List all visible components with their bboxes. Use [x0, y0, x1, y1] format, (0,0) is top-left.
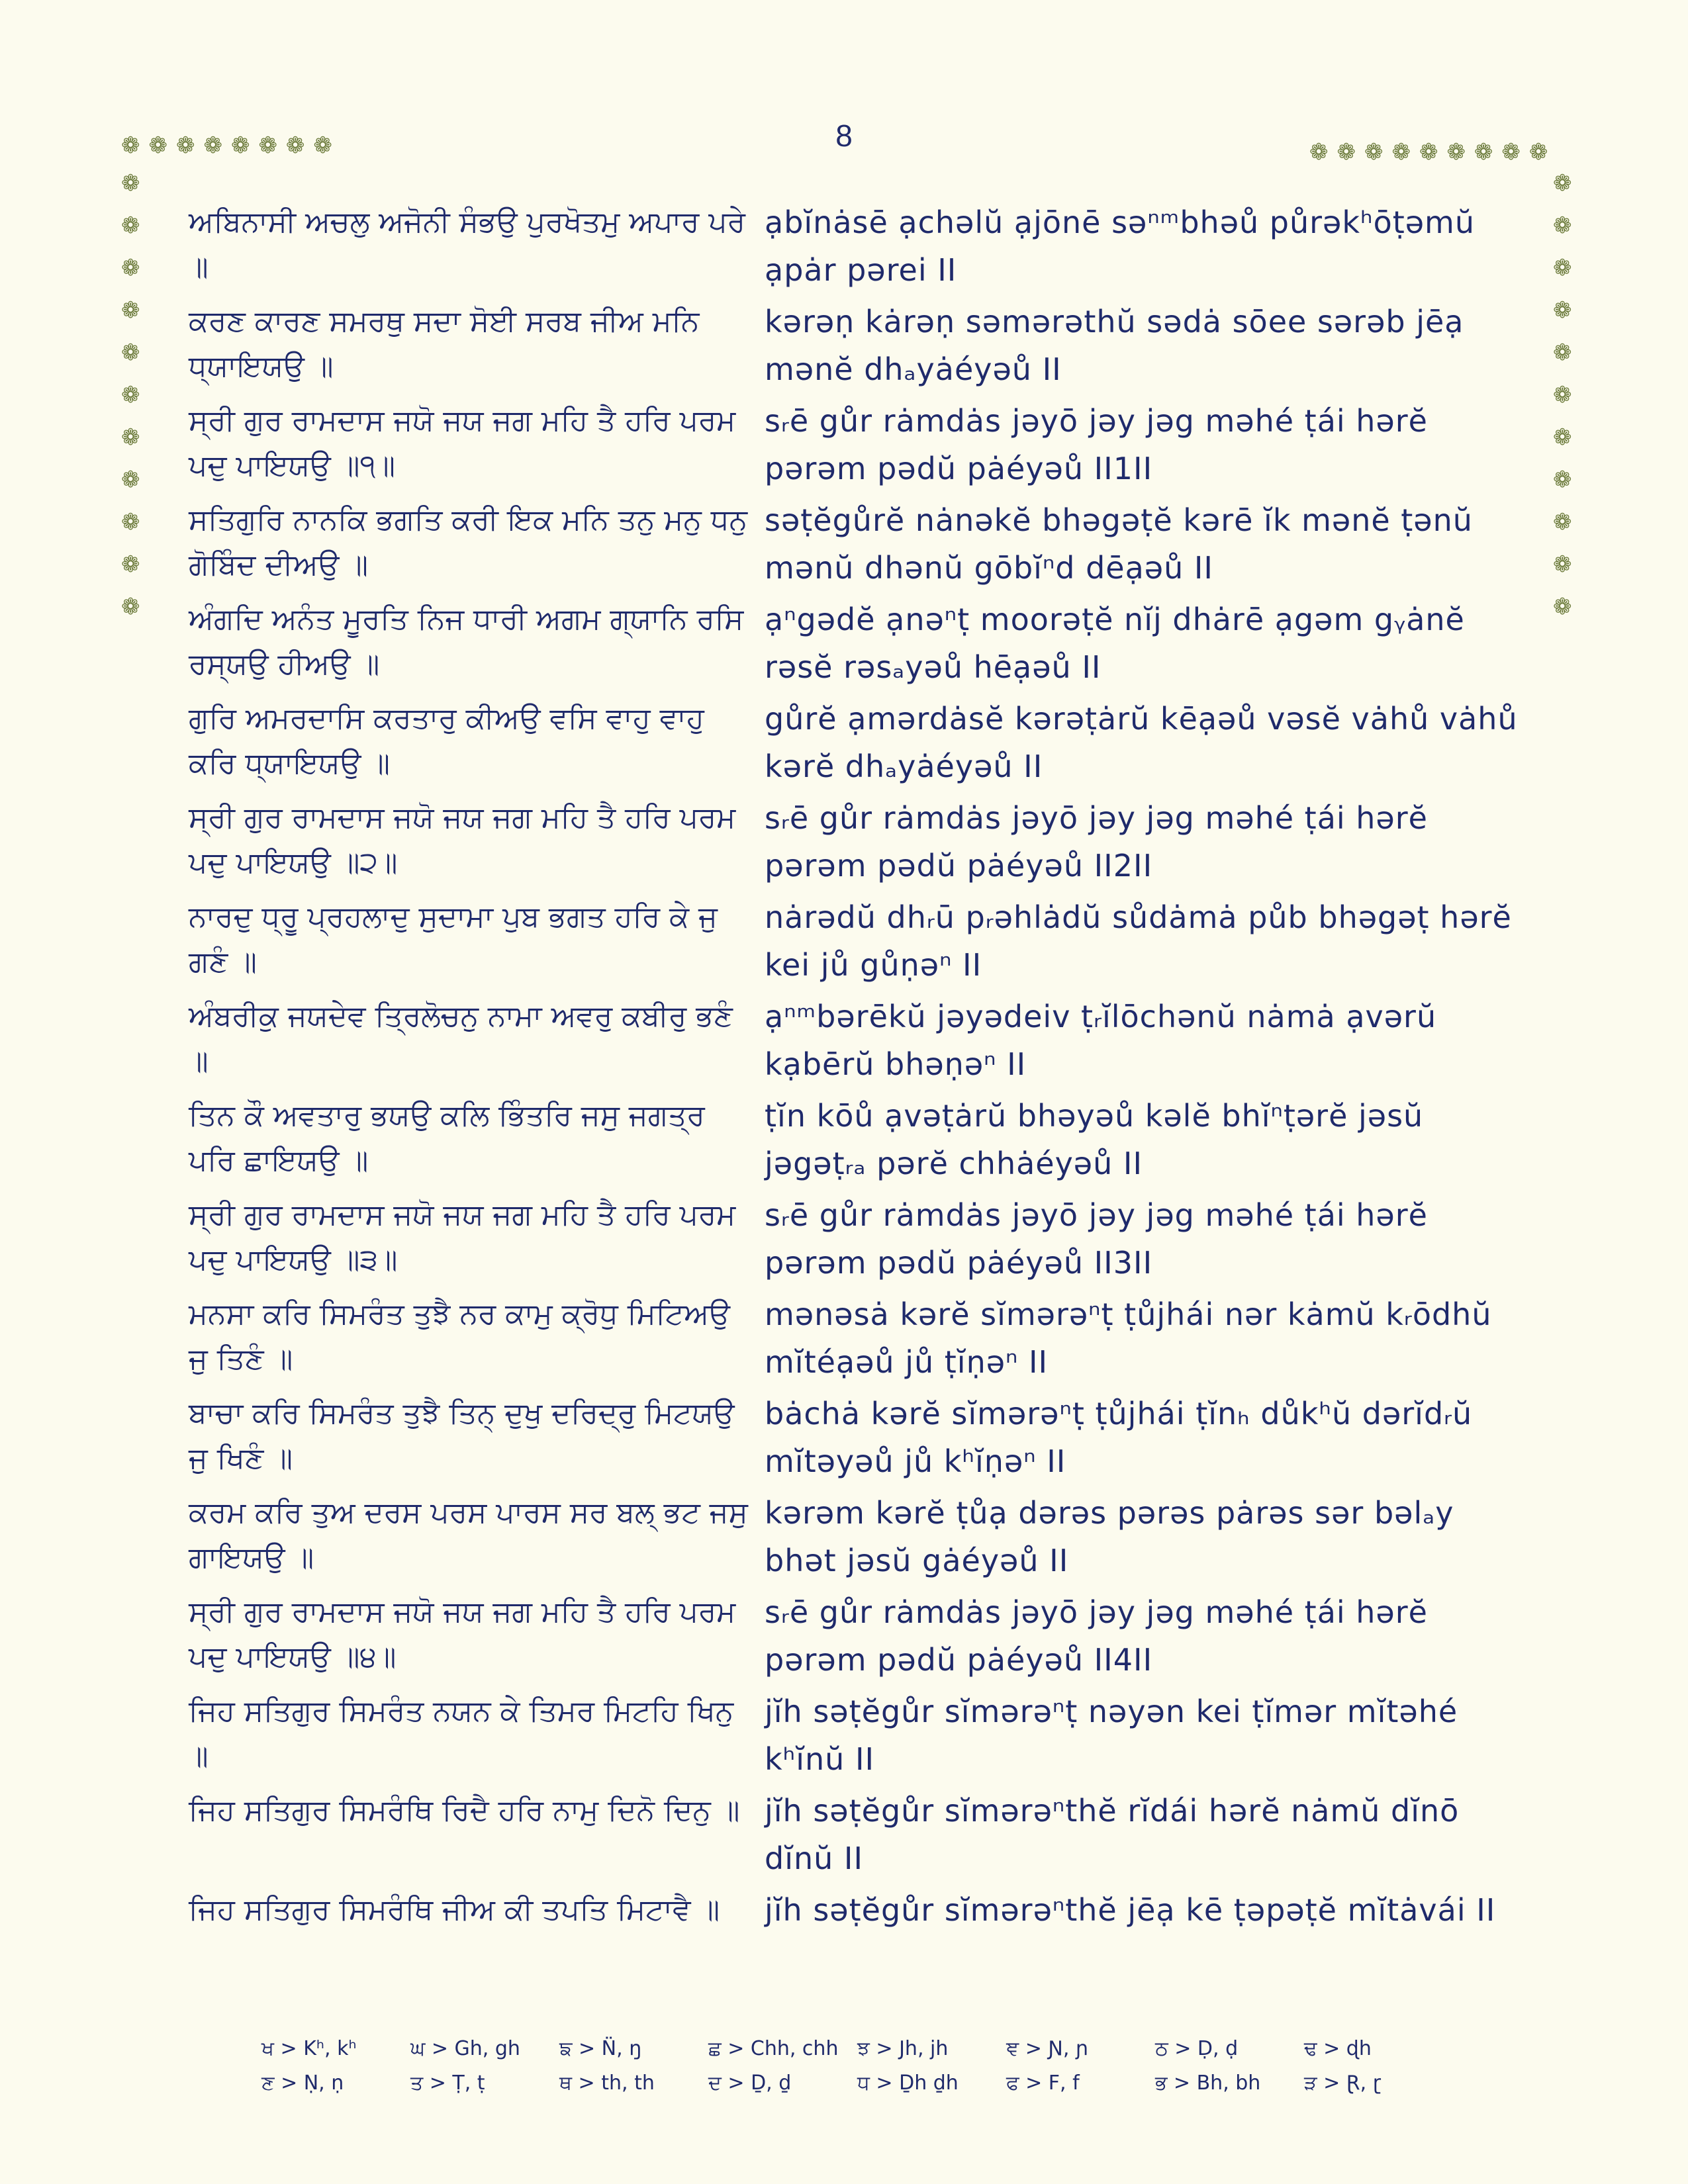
legend-row — [261, 2037, 1466, 2071]
verse-row — [189, 993, 1532, 1092]
verse-row — [189, 893, 1532, 993]
verse-row — [189, 1489, 1532, 1588]
verse-row — [189, 695, 1532, 794]
legend-row — [261, 2071, 1466, 2106]
transliteration-text: jĭh səṭĕgůr sĭmərəⁿthĕ rĭdái hərĕ nȧmŭ dĭnō dĭnŭ II — [765, 1793, 1460, 1876]
gurmukhi-text: ਤਿਨ ਕੌ ਅਵਤਾਰੁ ਭਯਉ ਕਲਿ ਭਿੰਤਰਿ ਜਸੁ ਜਗਤ੍ਰ ਪਰਿ ਛਾਇਯਉ ॥ — [189, 1099, 705, 1177]
transliteration-text: sᵣē gůr rȧmdȧs jəyō jəy jəg məhé ṭái hərĕ pərəm pədŭ pȧéyəů II3II — [765, 1197, 1428, 1281]
verse-row — [189, 496, 1532, 596]
transliteration-text: ạbĭnȧsē ạchəlŭ ạjōnē səⁿᵐbhəů půrəkʰōṭəmŭ ạpȧr pərei II — [765, 205, 1476, 288]
legend-item: ਦ > Ḏ, ḏ — [708, 2071, 792, 2095]
page-number: 8 — [835, 118, 853, 153]
verse-row — [189, 794, 1532, 893]
transliteration-text: sᵣē gůr rȧmdȧs jəyō jəy jəg məhé ṭái hərĕ pərəm pədŭ pȧéyəů II2II — [765, 800, 1428, 884]
transliteration-text: bȧchȧ kərĕ sĭmərəⁿṭ ṭůjhái ṭĭnₕ důkʰŭ dərĭdᵣŭ mĭtəyəů jů kʰĭṇəⁿ II — [765, 1396, 1473, 1479]
transliteration-text: sᵣē gůr rȧmdȧs jəyō jəy jəg məhé ṭái hərĕ pərəm pədŭ pȧéyəů II1II — [765, 403, 1428, 486]
verse-row — [189, 1291, 1532, 1390]
gurmukhi-text: ਅੰਗਦਿ ਅਨੰਤ ਮੂਰਤਿ ਨਿਜ ਧਾਰੀ ਅਗਮ ਗ੍ਯਾਨਿ ਰਸਿ ਰਸ੍ਯਉ ਹੀਅਉ ॥ — [189, 602, 744, 681]
verse-row — [189, 397, 1532, 496]
gurmukhi-text: ਬਾਚਾ ਕਰਿ ਸਿਮਰੰਤ ਤੁਝੈ ਤਿਨ੍ ਦੁਖੁ ਦਰਿਦ੍ਰੁ ਮਿਟਯਉ ਜੁ ਖਿਣੰ ॥ — [189, 1396, 735, 1475]
gurmukhi-text: ਸ੍ਰੀ ਗੁਰ ਰਾਮਦਾਸ ਜਯੋ ਜਯ ਜਗ ਮਹਿ ਤੈ ਹਰਿ ਪਰਮ ਪਦੁ ਪਾਇਯਉ ॥੨॥ — [189, 801, 736, 880]
flower-ornament-icon: ❁❁❁❁❁❁❁❁❁ — [1309, 140, 1557, 165]
transliteration-text: nȧrədŭ dhᵣū pᵣəhlȧdŭ sůdȧmȧ půb bhəgəṭ hərĕ kei jů gůṇəⁿ II — [765, 899, 1512, 983]
gurmukhi-text: ਅਬਿਨਾਸੀ ਅਚਲੁ ਅਜੋਨੀ ਸੰਭਉ ਪੁਰਖੋਤਮੁ ਅਪਾਰ ਪਰੇ ॥ — [189, 205, 746, 284]
gurmukhi-text: ਜਿਹ ਸਤਿਗੁਰ ਸਿਮਰੰਤ ਨਯਨ ਕੇ ਤਿਮਰ ਮਿਟਹਿ ਖਿਨੁ ॥ — [189, 1694, 734, 1773]
legend-item: ਠ > Ḍ, ḍ — [1155, 2037, 1239, 2060]
gurmukhi-text: ਕਰਮ ਕਰਿ ਤੁਅ ਦਰਸ ਪਰਸ ਪਾਰਸ ਸਰ ਬਲ੍ ਭਟ ਜਸੁ ਗਾਇਯਉ ॥ — [189, 1496, 748, 1574]
gurmukhi-text: ਸ੍ਰੀ ਗੁਰ ਰਾਮਦਾਸ ਜਯੋ ਜਯ ਜਗ ਮਹਿ ਤੈ ਹਰਿ ਪਰਮ ਪਦੁ ਪਾਇਯਉ ॥੩॥ — [189, 1198, 736, 1277]
gurmukhi-text: ਅੰਬਰੀਕੁ ਜਯਦੇਵ ਤ੍ਰਿਲੋਚਨੁ ਨਾਮਾ ਅਵਰੁ ਕਬੀਰੁ ਭਣੰ ॥ — [189, 999, 733, 1078]
legend-item: ਖ > Kʰ, kʰ — [261, 2037, 357, 2060]
transliteration-text: jĭh səṭĕgůr sĭmərəⁿṭ nəyən kei ṭĭmər mĭtəhé kʰĭnŭ II — [765, 1694, 1458, 1777]
gurmukhi-text: ਮਨਸਾ ਕਰਿ ਸਿਮਰੰਤ ਤੁਝੈ ਨਰ ਕਾਮੁ ਕ੍ਰੋਧੁ ਮਿਟਿਅਉ ਜੁ ਤਿਣੰ ॥ — [189, 1297, 730, 1376]
verse-row — [189, 1390, 1532, 1489]
transliteration-text: jĭh səṭĕgůr sĭmərəⁿthĕ jēạ kē ṭəpəṭĕ mĭtȧvái II — [765, 1892, 1496, 1928]
legend-item: ਝ > Jh, jh — [857, 2037, 949, 2060]
flower-ornament-icon: ❁❁❁❁❁❁❁❁ — [121, 133, 341, 158]
verse-row — [189, 1191, 1532, 1291]
verse-row — [189, 199, 1532, 298]
verse-row — [189, 298, 1532, 397]
legend-item: ਛ > Chh, chh — [708, 2037, 839, 2060]
legend-item: ੜ > Ɽ, ɽ — [1304, 2071, 1382, 2095]
transliteration-text: səṭĕgůrĕ nȧnəkĕ bhəgəṭĕ kərē ĭk mənĕ ṭənŭ mənŭ dhənŭ gōbĭⁿd dēạəů II — [765, 502, 1473, 586]
transliteration-text: kərəm kərĕ ṭůạ dərəs pərəs pȧrəs sər bəlₐy bhət jəsŭ gȧéyəů II — [765, 1495, 1454, 1578]
legend-item: ਫ > F, f — [1006, 2071, 1080, 2095]
legend-item: ਢ > ɖh — [1304, 2037, 1372, 2060]
flower-ornament-icon: ❁ ❁ ❁ ❁ ❁ ❁ ❁ ❁ ❁ ❁ ❁ — [1553, 171, 1572, 619]
transliteration-text: gůrĕ ạmərdȧsĕ kərəṭȧrŭ kēạəů vəsĕ vȧhů vȧhů kərĕ dhₐyȧéyəů II — [765, 701, 1518, 784]
legend-item: ਣ > Ṇ, ṇ — [261, 2071, 344, 2095]
gurmukhi-text: ਸ੍ਰੀ ਗੁਰ ਰਾਮਦਾਸ ਜਯੋ ਜਯ ਜਗ ਮਹਿ ਤੈ ਹਰਿ ਪਰਮ ਪਦੁ ਪਾਇਯਉ ॥੪॥ — [189, 1595, 736, 1674]
verse-list — [189, 199, 1532, 1985]
verse-row — [189, 1588, 1532, 1688]
gurmukhi-text: ਨਾਰਦੁ ਧ੍ਰੂ ਪ੍ਰਹਲਾਦੁ ਸੁਦਾਮਾ ਪੁਬ ਭਗਤ ਹਰਿ ਕੇ ਜੁ ਗਣੰ ॥ — [189, 900, 718, 979]
legend-item: ਧ > Ḏh ḏh — [857, 2071, 959, 2095]
verse-row — [189, 1092, 1532, 1191]
transliteration-text: ạⁿᵐbərēkŭ jəyədeiv ṭᵣĭlōchənŭ nȧmȧ ạvərŭ kạbērŭ bhəṇəⁿ II — [765, 999, 1437, 1082]
gurmukhi-text: ਜਿਹ ਸਤਿਗੁਰ ਸਿਮਰੰਥਿ ਜੀਅ ਕੀ ਤਪਤਿ ਮਿਟਾਵੈ ॥ — [189, 1893, 720, 1927]
transliteration-text: sᵣē gůr rȧmdȧs jəyō jəy jəg məhé ṭái hərĕ pərəm pədŭ pȧéyəů II4II — [765, 1594, 1428, 1678]
legend-item: ਞ > Ɲ, ɲ — [1006, 2037, 1089, 2060]
verse-row — [189, 596, 1532, 695]
verse-row — [189, 1886, 1532, 1985]
legend-item: ਘ > Gh, gh — [410, 2037, 520, 2060]
transliteration-text: kərəṇ kȧrəṇ səmərəthŭ sədȧ sōee sərəb jēạ mənĕ dhₐyȧéyəů II — [765, 304, 1464, 387]
transliteration-text: ạⁿgədĕ ạnəⁿṭ moorəṭĕ nĭj dhȧrē ạgəm gᵧȧnĕ rəsĕ rəsₐyəů hēạəů II — [765, 602, 1465, 685]
legend-item: ਭ > Bh, bh — [1155, 2071, 1261, 2095]
gurmukhi-text: ਗੁਰਿ ਅਮਰਦਾਸਿ ਕਰਤਾਰੁ ਕੀਅਉ ਵਸਿ ਵਾਹੁ ਵਾਹੁ ਕਰਿ ਧ੍ਯਾਇਯਉ ॥ — [189, 702, 704, 780]
flower-ornament-icon: ❁ ❁ ❁ ❁ ❁ ❁ ❁ ❁ ❁ ❁ ❁ — [121, 171, 140, 619]
transliteration-legend — [261, 2037, 1466, 2106]
gurmukhi-text: ਸਤਿਗੁਰਿ ਨਾਨਕਿ ਭਗਤਿ ਕਰੀ ਇਕ ਮਨਿ ਤਨੁ ਮਨੁ ਧਨੁ ਗੋਬਿੰਦ ਦੀਅਉ ॥ — [189, 503, 748, 582]
legend-item: ਥ > th, th — [559, 2071, 655, 2095]
verse-row — [189, 1787, 1532, 1886]
transliteration-text: mənəsȧ kərĕ sĭmərəⁿṭ ṭůjhái nər kȧmŭ kᵣōdhŭ mĭtéạəů jů ṭĭṇəⁿ II — [765, 1297, 1492, 1380]
gurmukhi-text: ਕਰਣ ਕਾਰਣ ਸਮਰਥੁ ਸਦਾ ਸੋਈ ਸਰਬ ਜੀਅ ਮਨਿ ਧ੍ਯਾਇਯਉ ॥ — [189, 304, 700, 383]
gurmukhi-text: ਜਿਹ ਸਤਿਗੁਰ ਸਿਮਰੰਥਿ ਰਿਦੈ ਹਰਿ ਨਾਮੁ ਦਿਨੋ ਦਿਨੁ ॥ — [189, 1794, 740, 1827]
gurmukhi-text: ਸ੍ਰੀ ਗੁਰ ਰਾਮਦਾਸ ਜਯੋ ਜਯ ਜਗ ਮਹਿ ਤੈ ਹਰਿ ਪਰਮ ਪਦੁ ਪਾਇਯਉ ॥੧॥ — [189, 404, 736, 482]
verse-row — [189, 1688, 1532, 1787]
legend-item: ਙ > N̈, ŋ — [559, 2037, 642, 2060]
legend-item: ਤ > Ṭ, ṭ — [410, 2071, 485, 2095]
transliteration-text: ṭĭn kōů ạvəṭȧrŭ bhəyəů kəlĕ bhĭⁿṭərĕ jəsŭ jəgəṭᵣₐ pərĕ chhȧéyəů II — [765, 1098, 1424, 1181]
